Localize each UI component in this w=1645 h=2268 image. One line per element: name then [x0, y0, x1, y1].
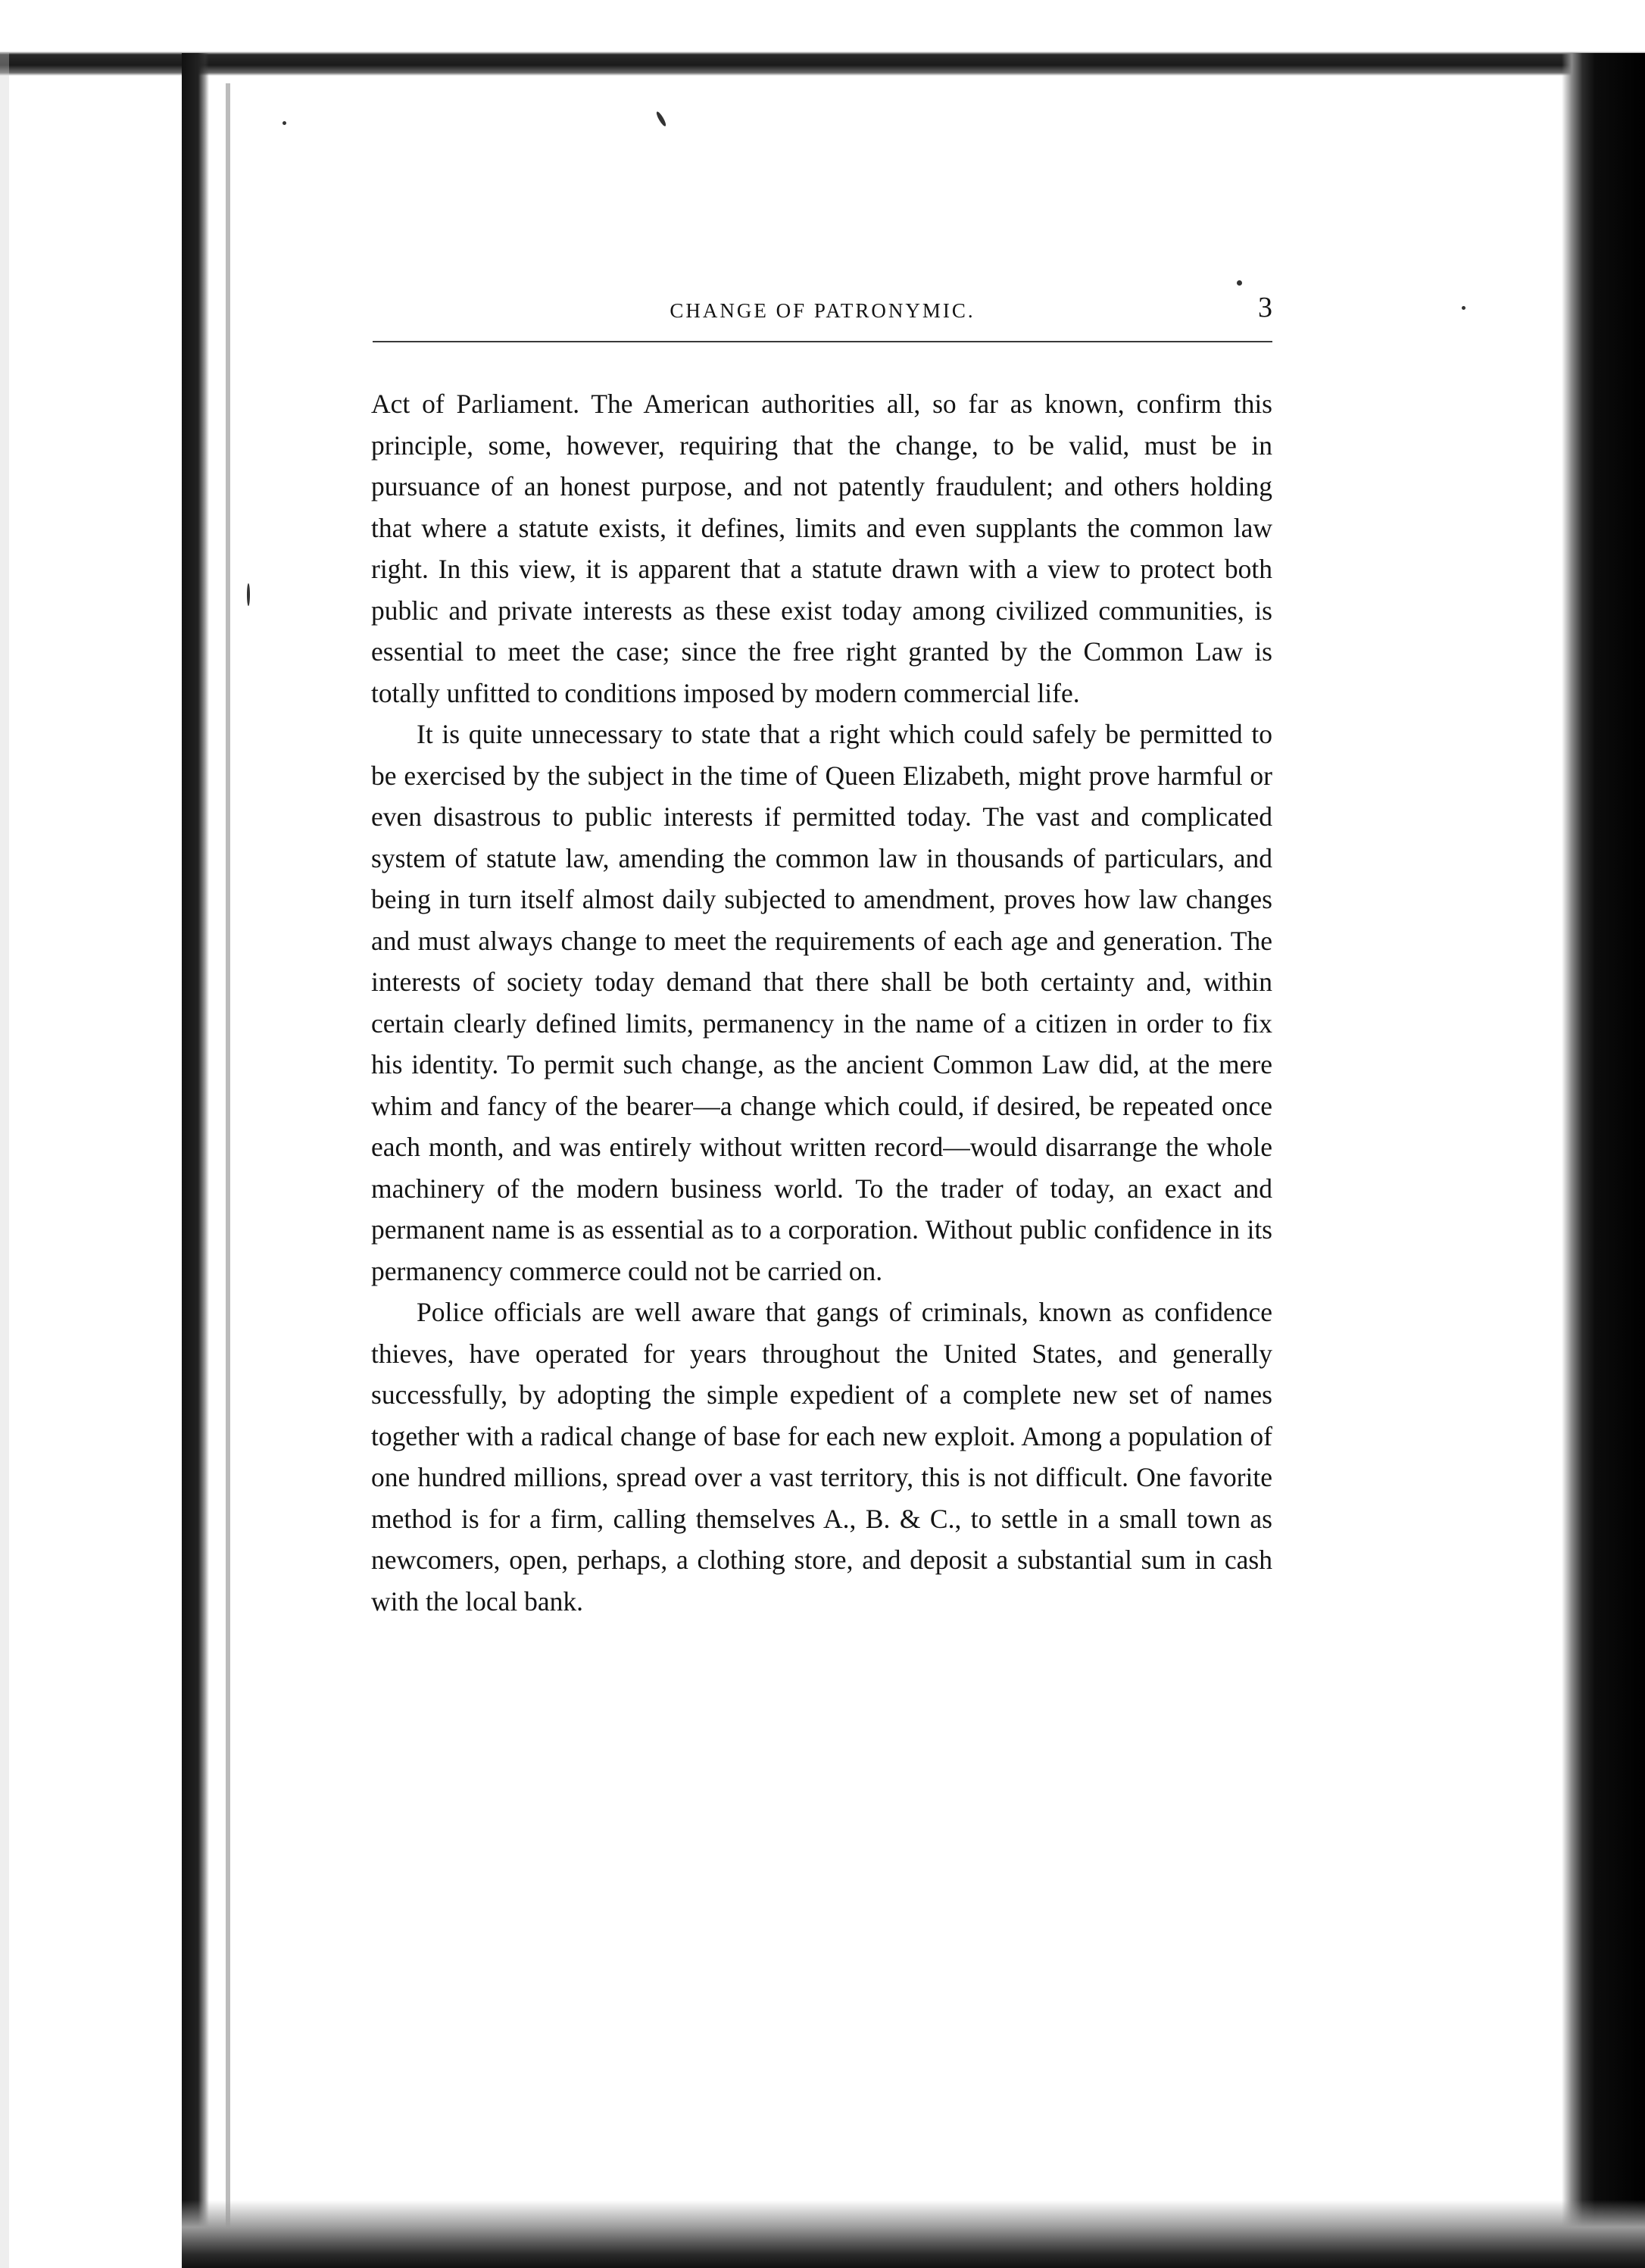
paragraph-continued: Act of Parliament. The American authorities all, so far as known, confirm this principle, some, however, requiring that the change, to be valid, must be in pursuance of an honest purpose, and not patently fraudulent; and others holding that where a statute exists, it defines, limits and even supplants the common law right. In this view, it is apparent that a statute drawn with a view to protect both public and private interests as these exist today among civilized communities, is essential to meet the case; since the free right granted by the Common Law is totally unfitted to conditions imposed by modern commercial life.	[371, 389, 1272, 708]
scan-border-right	[1562, 53, 1645, 2268]
page-number: 3	[1258, 292, 1272, 323]
scan-gutter-line	[226, 83, 230, 2235]
scan-border-bottom	[182, 2200, 1645, 2268]
paragraph: It is quite unnecessary to state that a right which could safely be permitted to be exercised by the subject in the time of Queen Elizabeth, might prove harmful or even disastrous to public interests if permitted today. The vast and complicated system of statute law, amending the common law in thousands of particulars, and being in turn itself almost daily subjected to amendment, proves how law changes and must always change to meet the requirements of each age and generation. The interests of society today demand that there shall be both certainty and, within certain clearly defined limits, permanency in the name of a citizen in order to fix his identity. To permit such change, as the ancient Common Law did, at the mere whim and fancy of the bearer—a change which could, if desired, be repeated once each month, and was entirely without written record—would disarrange the whole machinery of the modern business world. To the trader of today, an exact and permanent name is as essential as to a corporation. Without public confidence in its permanency commerce could not be carried on.	[371, 719, 1272, 1286]
paragraph: Police officials are well aware that gangs of criminals, known as confidence thieves, have operated for years throughout the United States, and generally successfully, by adopting the simple expedient of a complete new set of names together with a radical change of base for each new exploit. Among a population of one hundred millions, spread over a vast territory, this is not difficult. One favorite method is for a firm, calling themselves A., B. & C., to settle in a small town as newcomers, open, perhaps, a clothing store, and deposit a substantial sum in cash with the local bank.	[371, 1297, 1272, 1617]
running-header	[373, 292, 1272, 341]
scan-speck	[1462, 306, 1466, 310]
header-rule	[373, 341, 1272, 342]
page-body	[371, 383, 1272, 1622]
scan-speck	[282, 121, 286, 125]
scan-speck	[1237, 280, 1242, 286]
scan-speck	[655, 111, 667, 127]
scan-gutter-left	[182, 53, 209, 2268]
scan-border-top	[0, 0, 1645, 76]
running-title: CHANGE OF PATRONYMIC.	[670, 299, 975, 322]
scan-speck	[247, 583, 250, 606]
scan-edge-left	[0, 53, 9, 2268]
